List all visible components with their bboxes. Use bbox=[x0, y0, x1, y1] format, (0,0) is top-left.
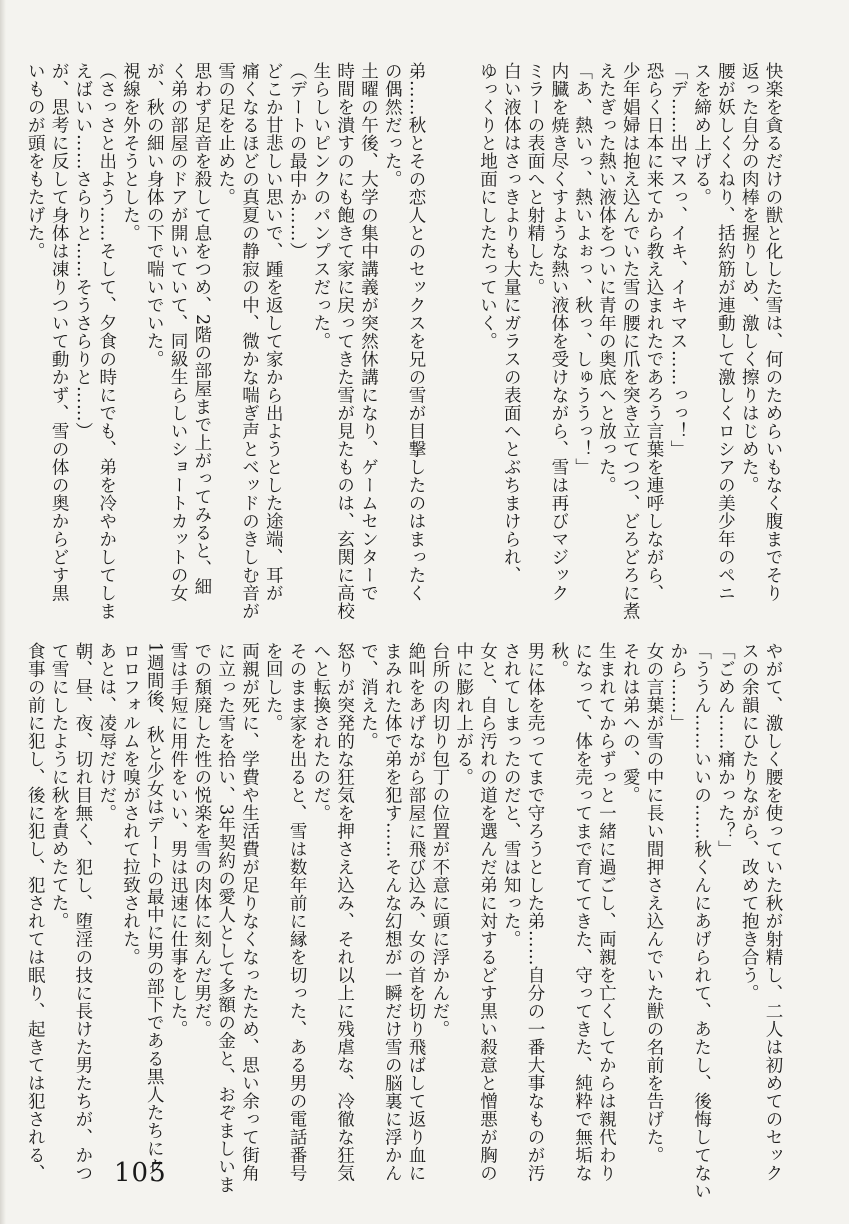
top-text-block: 快楽を貪るだけの獣と化した雪は、何のためらいもなく腹までそり 返った自分の肉棒を握りしめ、激しく擦りはじめた。 腰が妖しくくねり、括約筋が連動して激しくロシアの美少年のペニ スを締め上げる。 「デ……出マスっ、イキ、イキマス……っっ！」 恐らく日本に来てから教え込まれたであろう言葉を連呼しながら、 少年娼婦は抱え込んでいた雪の腰に爪を突き立てつつ、どろどろに煮 えたぎった熱い液体をついに青年の奥底へと放った。 「あ、熱いっ、熱いよぉっ、秋っ、しゅううっ！」 内臓を焼き尽くすような熱い液体を受けながら、雪は再びマジック ミラーの表面へと射精した。 白い液体はさっきよりも大量にガラスの表面へとぶちまけられ、 ゆっくりと地面にしたたっていく。 弟……秋とその恋人とのセックスを兄の雪が目撃したのはまったく の偶然だった。 土曜の午後、大学の集中講義が突然休講になり、ゲームセンターで 時間を潰すのにも飽きて家に戻ってきた雪が見たものは、玄関に高校 生らしいピンクのパンプスだった。 （デートの最中か……） どこか甘悲しい思いで、踵を返して家から出ようとした途端、耳が 痛くなるほどの真夏の静寂の中、微かな喘ぎ声とベッドのきしむ音が 雪の足を止めた。 思わず足音を殺して息をつめ、2階の部屋まで上がってみると、細 く弟の部屋のドアが開いていて、同級生らしいショートカットの女 が、秋の細い身体の下で喘いでいた。 視線を外そうとした。 （さっさと出よう……そして、夕食の時にでも、弟を冷やかしてしま えばいい……さらりと……そうさらりと……） が、思考に反して身体は凍りついて動かず、雪の体の奥からどす黒 いものが頭をもたげた。 bbox=[25, 62, 783, 620]
bottom-text-block: やがて、激しく腰を使っていた秋が射精し、二人は初めてのセック スの余韻にひたりながら、改めて抱き合う。 「ごめん……痛かった？」 「ううん……いいの……秋くんにあげられて、あたし、後悔してない から……」 女の言葉が雪の中に長い間押さえ込んでいた獣の名前を告げた。 それは弟への、愛。 生まれてからずっと一緒に過ごし、両親を亡くしてからは親代わり になって、体を売ってまで育ててきた、守ってきた、純粋で無垢な 秋。 男に体を売ってまで守ろうとした弟……自分の一番大事なものが汚 されてしまったのだと、雪は知った。 女と、自ら汚れの道を選んだ弟に対するどす黒い殺意と憎悪が胸の 中に膨れ上がる。 台所の肉切り包丁の位置が不意に頭に浮かんだ。 絶叫をあげながら部屋に飛び込み、女の首を切り飛ばして返り血に まみれた体で弟を犯す……そんな幻想が一瞬だけ雪の脳裏に浮かん で、消えた。 怒りが突発的な狂気を押さえ込み、それ以上に残虐な、冷徹な狂気 へと転換されたのだ。 そのまま家を出ると、雪は数年前に縁を切った、ある男の電話番号 を回した。 両親が死に、学費や生活費が足りなくなったため、思い余って街角 に立った雪を拾い、3年契約の愛人として多額の金と、おぞましいま での頽廃した性の悦楽を雪の肉体に刻んだ男だ。 雪は手短に用件をいい、男は迅速に仕事をした。 1週間後、秋と少女はデートの最中に男の部下である黒人たちにク ロロフォルムを嗅がされて拉致された。 あとは、凌辱だけだ。 朝、昼、夜、切れ目無く、犯し、堕淫の技に長けた男たちが、かつ て雪にしたように秋を責めたてた。 食事の前に犯し、後に犯し、犯されては眠り、起きては犯される、 bbox=[25, 642, 783, 1200]
scan-edge bbox=[0, 0, 6, 1224]
page-number: 105 bbox=[114, 1158, 167, 1188]
